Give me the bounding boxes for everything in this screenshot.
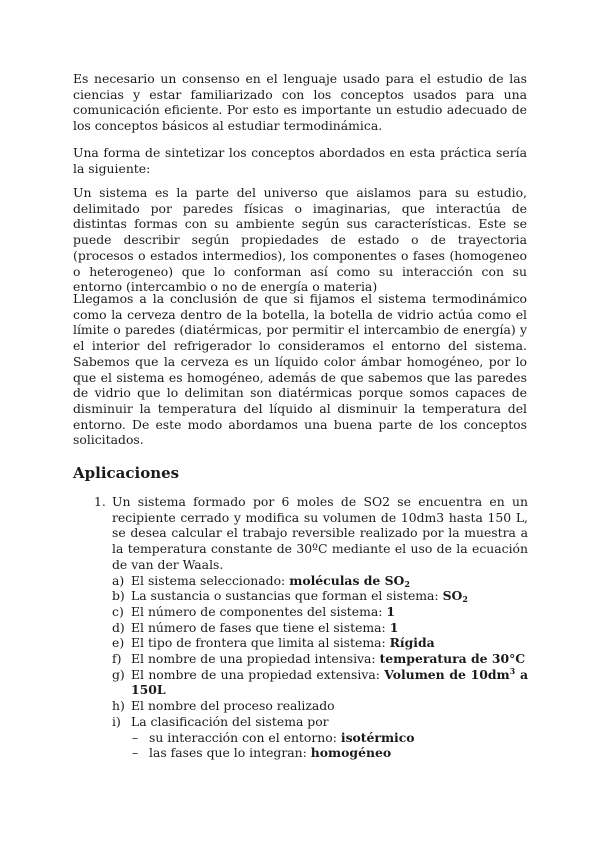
system-definition-paragraph: Un sistema es la parte del universo que aislamos para su estudio, delimitado por paredes físicas o imaginarias, que interactúa de distintas formas con su ambiente según sus características. Este se puede describir según propiedades de estado o de trayectoria (procesos o estados intermedios), los componentes o fases (homogeneo o heterogeneo) que lo conforman así como su interacción con su entorno (intercambio o no de energía o materia) [73,185,527,295]
answer-text: SO [442,588,463,604]
problem-number: 1. [94,494,106,509]
question-label: e) [112,635,125,651]
question-label: b) [112,588,125,604]
question-label: d) [112,619,125,635]
question-item [112,635,528,651]
classification-answer: isotérmico [340,729,415,745]
question-label: g) [112,666,125,682]
question-item [112,588,528,604]
question-text: El número de componentes del sistema: [131,603,383,619]
question-item [112,620,528,636]
conclusion-paragraph: Llegamos a la conclusión de que si fijamos el sistema termodinámico como la cerveza dentro de la botella, la botella de vidrio actúa como el límite o paredes (diatérmicas, por permitir el intercambio de energía) y el interior del refrigerador lo consideramos el entorno del sistema. Sabemos que la cerveza es un líquido color ámbar homogéneo, por lo que el sistema es homogéneo, además de que sabemos que las paredes de vidrio que lo delimitan son diatérmicas porque somos capaces de disminuir la temperatura del líquido al disminuir la temperatura del entorno. De este modo abordamos una buena parte de los conceptos solicitados. [73,291,527,448]
question-item [112,573,528,589]
answer-text: Rígida [389,635,435,651]
question-list [112,573,528,761]
answer-text: 1 [389,619,399,635]
classification-answer: homogéneo [310,745,392,761]
answer-subscript: 2 [404,578,410,589]
question-label: h) [112,698,125,714]
synthesis-intro-paragraph: Una forma de sintetizar los conceptos abordados en esta práctica sería la siguiente: [73,145,527,176]
question-text: El nombre de una propiedad intensiva: [131,651,376,667]
answer-superscript: 3 [509,665,516,676]
classification-list [132,730,528,761]
answer-text: Volumen de 10dm [384,666,510,682]
problem-statement: Un sistema formado por 6 moles de SO2 se encuentra en un recipiente cerrado y modifica su volumen de 10dm3 hasta 150 L, se desea calcular el trabajo reversible realizado por la muestra a la temperatura constante de 30ºC mediante el uso de la ecuación de van der Waals. [112,494,528,572]
question-label: c) [112,603,124,619]
question-item [112,604,528,620]
question-item [112,667,528,698]
question-text: El nombre del proceso realizado [131,698,335,714]
question-label: i) [112,713,121,729]
dash-bullet: – [132,745,139,761]
problem-item [94,494,528,761]
answer-text: 1 [386,603,396,619]
question-item [112,698,528,714]
question-text: La sustancia o sustancias que forman el sistema: [131,588,439,604]
section-title: Aplicaciones [73,464,180,482]
classification-item [132,730,528,746]
intro-paragraph: Es necesario un consenso en el lenguaje usado para el estudio de las ciencias y estar familiarizado con los conceptos usados para una comunicación eficiente. Por esto es importante un estudio adecuado de los conceptos básicos al estudiar termodinámica. [73,71,527,134]
question-item [112,714,528,730]
question-text: El sistema seleccionado: [131,572,286,588]
answer-tail: a 150L [131,666,528,698]
question-label: a) [112,572,125,588]
classification-text: las fases que lo integran: [149,745,307,761]
classification-text: su interacción con el entorno: [149,729,337,745]
question-text: La clasificación del sistema por [131,713,329,729]
question-label: f) [112,651,122,667]
answer-subscript: 2 [462,594,468,605]
classification-item [132,745,528,761]
question-text: El nombre de una propiedad extensiva: [131,666,380,682]
answer-text: moléculas de SO [289,572,405,588]
question-item [112,651,528,667]
answer-text: temperatura de 30°C [379,651,526,667]
question-text: El tipo de frontera que limita al sistema: [131,635,386,651]
question-text: El número de fases que tiene el sistema: [131,619,386,635]
dash-bullet: – [132,729,139,745]
